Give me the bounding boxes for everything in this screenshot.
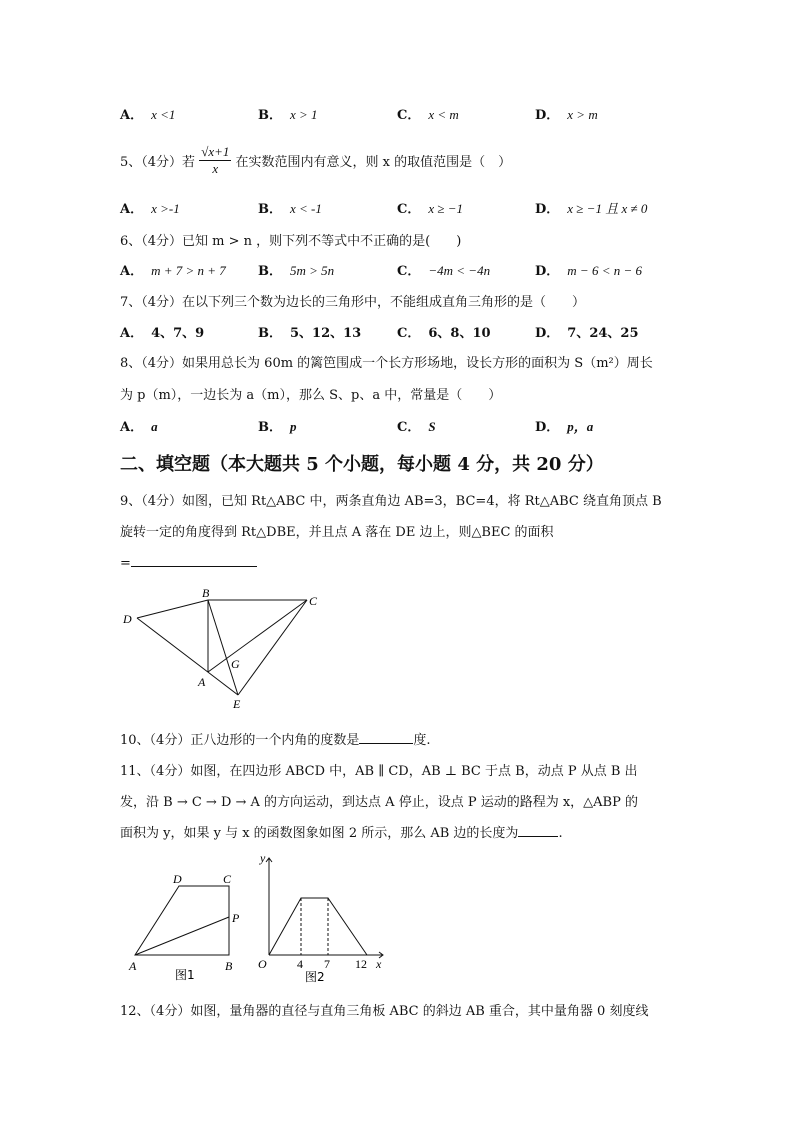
label-a: A [198,675,206,689]
segment-db [137,600,208,618]
quadrilateral-abcd [135,886,229,955]
q9-figure [115,585,330,710]
q9-line-3: = [120,552,257,571]
label-origin: O [258,957,267,971]
label-b: B [225,959,233,973]
label-p: P [232,911,240,925]
function-graph [269,898,367,955]
q11-figure-2 [255,848,390,985]
q4-option-c: C． x < m [397,107,459,123]
q8-line-2: 为 p（m），一边长为 a（m），那么 S、p、a 中，常量是（ ） [120,388,502,403]
segment-de [137,618,238,695]
q6-option-a: A． m + 7 > n + 7 [120,263,226,279]
q9-line-1: 9、（4分）如图，已知 Rt△ABC 中，两条直角边 AB=3，BC=4，将 Rt△ABC 绕直角顶点 B [120,494,662,509]
tick-7: 7 [324,957,330,971]
q10-stem: 10、（4分）正八边形的一个内角的度数是 度. [120,729,430,748]
q7-option-d: D． 7、24、25 [535,326,639,341]
q6-stem: 6、（4分）已知 m > n ，则下列不等式中不正确的是( ) [120,234,462,249]
label-e: E [233,697,241,710]
q7-option-b: B． 5、12、13 [258,326,362,341]
q7-option-a: A． 4、7、9 [120,326,205,341]
q8-option-c: C． S [397,419,436,435]
q10-answer-blank [359,729,413,744]
q9-line-2: 旋转一定的角度得到 Rt△DBE，并且点 A 落在 DE 边上，则△BEC 的面积 [120,525,554,540]
q11-answer-blank [518,822,558,837]
label-a: A [129,959,137,973]
q9-answer-blank [131,552,257,567]
q5-option-a: A． x >-1 [120,201,180,217]
q11-line-2: 发，沿 B → C → D → A 的方向运动，到达点 A 停止，设点 P 运动的路程为 x，△ABP 的 [120,795,638,810]
label-x: x [376,957,382,971]
q8-option-d: D． p，a [535,419,594,435]
label-g: G [231,657,240,671]
q12-stem: 12、（4分）如图，量角器的直径与直角三角板 ABC 的斜边 AB 重合，其中量角器 0 刻度线 [120,1004,649,1019]
q4-option-b: B． x > 1 [258,107,318,123]
q5-option-c: C． x ≥ −1 [397,201,464,217]
q4-option-d: D． x > m [535,107,598,123]
q7-stem: 7、（4分）在以下列三个数为边长的三角形中，不能组成直角三角形的是（ ） [120,295,586,310]
q5-fraction: $\frac{√x+1}{x}$ [201,144,230,176]
section-2-heading: 二、填空题（本大题共 5 个小题，每小题 4 分，共 20 分） [120,454,604,475]
label-y: y [260,851,266,865]
q6-option-d: D． m − 6 < n − 6 [535,263,642,279]
tick-12: 12 [355,957,367,971]
segment-ec [238,600,307,695]
q6-option-c: C． −4m < −4n [397,263,491,279]
q4-option-a: A． x <1 [120,107,176,123]
q5-stem: 5、（4分）若 $\frac{√x+1}{x}$ 在实数范围内有意义，则 x 的取值范围是（ ） [120,144,512,176]
segment-ac [208,600,307,672]
q11-line-1: 11、（4分）如图，在四边形 ABCD 中，AB ∥ CD，AB ⊥ BC 于点 B，动点 P 从点 B 出 [120,764,638,779]
q11-line-3: 面积为 y，如果 y 与 x 的函数图象如图 2 所示，那么 AB 边的长度为 . [120,822,563,841]
label-d: D [173,872,182,886]
label-d: D [123,612,132,626]
q7-option-c: C． 6、8、10 [397,326,491,341]
q8-line-1: 8、（4分）如果用总长为 60m 的篱笆围成一个长方形场地，设长方形的面积为 S（m²）周长 [120,356,653,371]
q8-option-b: B． p [258,419,297,435]
q8-option-a: A． a [120,419,158,435]
q5-option-b: B． x < -1 [258,201,322,217]
figure-2-caption: 图2 [305,970,325,984]
segment-ap [135,917,229,955]
label-c: C [309,594,318,608]
label-b: B [202,586,210,600]
q11-figure-1 [125,870,250,985]
segment-be [208,600,238,695]
q6-option-b: B． 5m > 5n [258,263,335,279]
figure-1-caption: 图1 [175,968,195,982]
tick-4: 4 [297,957,303,971]
q5-option-d: D． x ≥ −1 且 x ≠ 0 [535,201,648,217]
label-c: C [223,872,232,886]
